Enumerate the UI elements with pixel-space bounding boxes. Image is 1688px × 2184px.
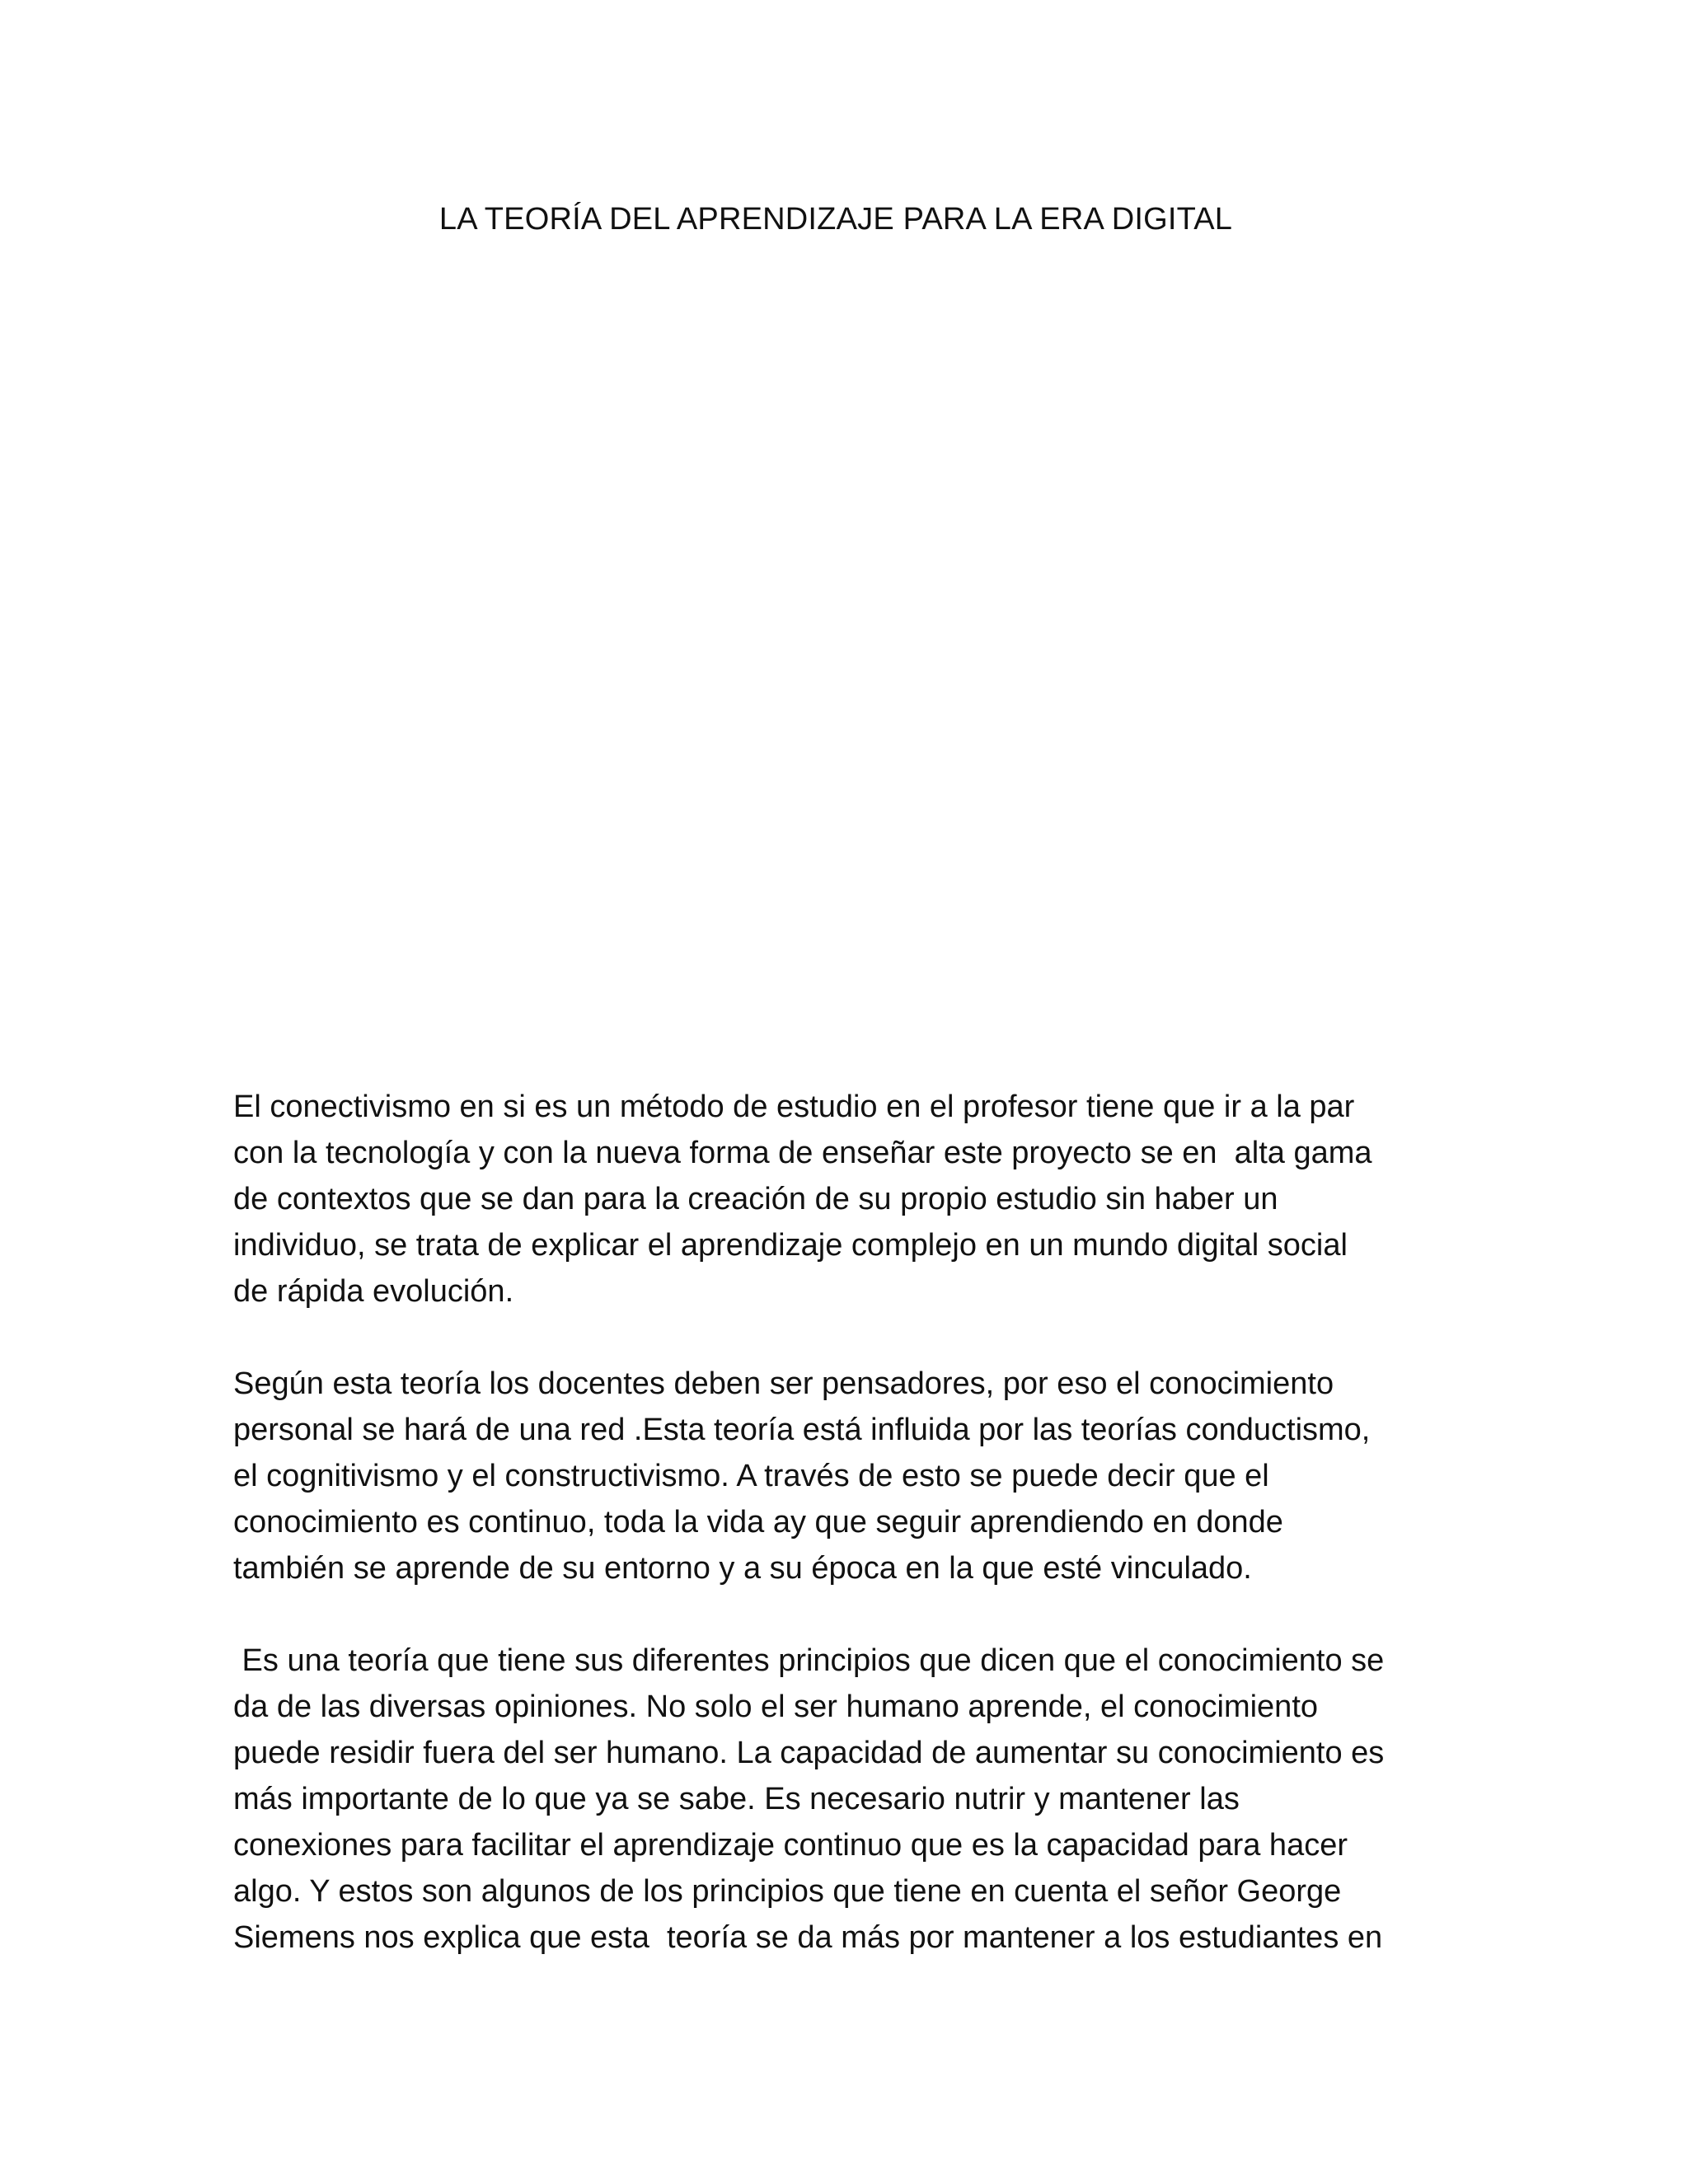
paragraph-line: da de las diversas opiniones. No solo el ser humano aprende, el conocimiento xyxy=(233,1690,1319,1724)
paragraph-line: de contextos que se dan para la creación de su propio estudio sin haber un xyxy=(233,1182,1278,1216)
document-body xyxy=(233,1084,1461,2007)
paragraph-line: Según esta teoría los docentes deben ser pensadores, por eso el conocimiento xyxy=(233,1366,1334,1401)
paragraph-line: conexiones para facilitar el aprendizaje continuo que es la capacidad para hacer xyxy=(233,1828,1348,1863)
document-title: LA TEORÍA DEL APRENDIZAJE PARA LA ERA DIGITAL xyxy=(438,202,1233,237)
paragraph-line: personal se hará de una red .Esta teoría está influida por las teorías conductismo, xyxy=(233,1413,1371,1447)
paragraph-1 xyxy=(233,1084,1461,1315)
paragraph-line: más importante de lo que ya se sabe. Es necesario nutrir y mantener las xyxy=(233,1782,1240,1816)
paragraph-3 xyxy=(233,1638,1461,1961)
paragraph-line: Siemens nos explica que esta teoría se da más por mantener a los estudiantes en xyxy=(233,1920,1383,1955)
paragraph-line: también se aprende de su entorno y a su época en la que esté vinculado. xyxy=(233,1551,1252,1586)
paragraph-line: de rápida evolución. xyxy=(233,1274,514,1309)
paragraph-line: puede residir fuera del ser humano. La capacidad de aumentar su conocimiento es xyxy=(233,1736,1385,1770)
paragraph-line: El conectivismo en si es un método de estudio en el profesor tiene que ir a la par xyxy=(233,1090,1355,1124)
paragraph-2 xyxy=(233,1361,1461,1591)
paragraph-line: con la tecnología y con la nueva forma de enseñar este proyecto se en alta gama xyxy=(233,1136,1372,1170)
paragraph-line: Es una teoría que tiene sus diferentes principios que dicen que el conocimiento se xyxy=(233,1643,1385,1678)
paragraph-line: algo. Y estos son algunos de los principios que tiene en cuenta el señor George xyxy=(233,1874,1342,1909)
paragraph-line: individuo, se trata de explicar el aprendizaje complejo en un mundo digital social xyxy=(233,1228,1348,1263)
paragraph-line: el cognitivismo y el constructivismo. A través de esto se puede decir que el xyxy=(233,1459,1269,1493)
paragraph-line: conocimiento es continuo, toda la vida ay que seguir aprendiendo en donde xyxy=(233,1505,1283,1540)
